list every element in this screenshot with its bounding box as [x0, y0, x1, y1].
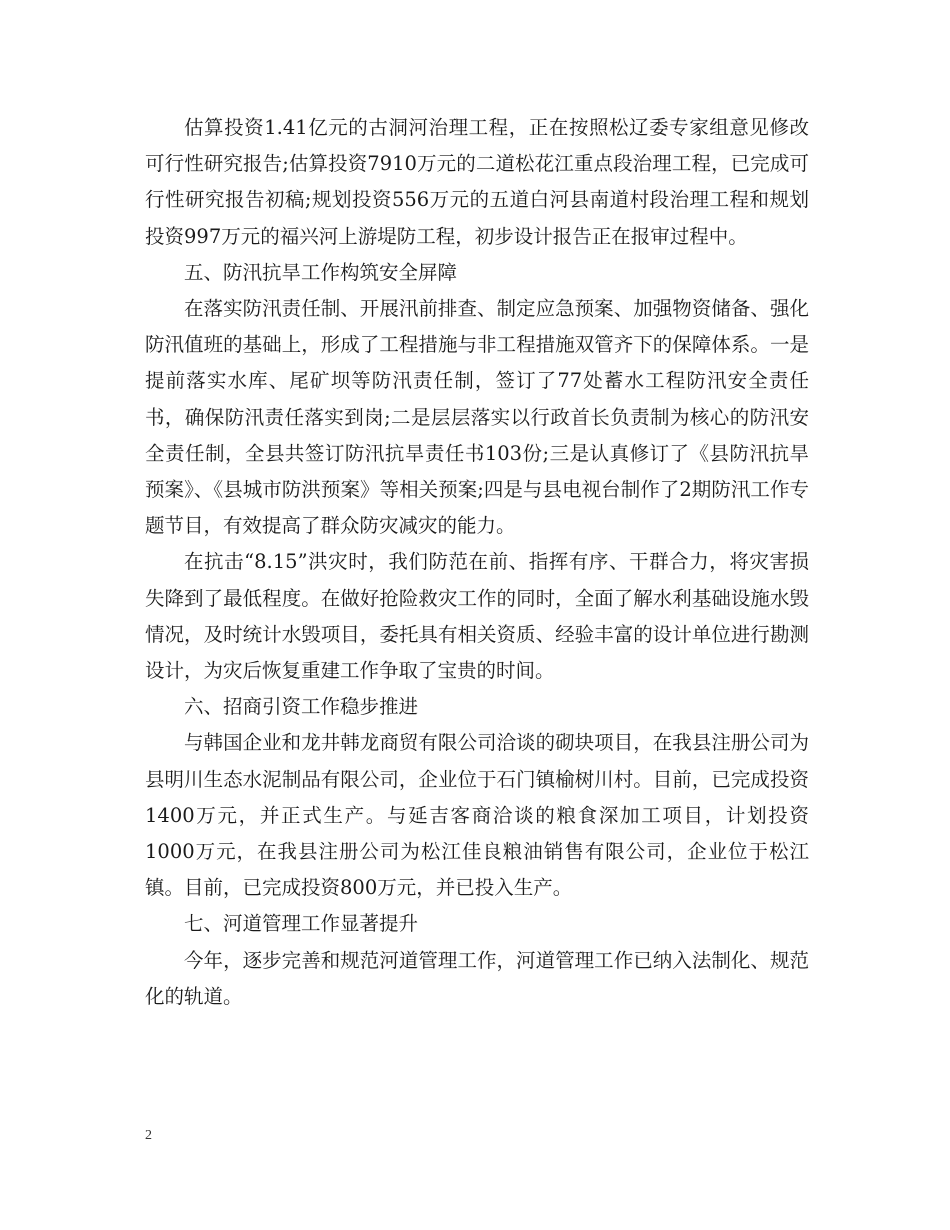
- paragraph-river-management: 今年，逐步完善和规范河道管理工作，河道管理工作已纳入法制化、规范化的轨道。: [145, 948, 809, 1008]
- page-number: 2: [145, 1128, 152, 1143]
- page-content: [145, 110, 809, 1015]
- section-heading-flood-control: 五、防汛抗旱工作构筑安全屏障: [184, 260, 458, 284]
- section-heading-river-management: 七、河道管理工作显著提升: [184, 912, 419, 936]
- paragraph-investment-projects: 估算投资1.41亿元的古洞河治理工程，正在按照松辽委专家组意见修改可行性研究报告;估算投资7910万元的二道松花江重点段治理工程，已完成可行性研究报告初稿;规划投资556万元的五道白河县南道村段治理工程和规划投资997万元的福兴河上游堤防工程，初步设计报告正在报审过程中。: [145, 116, 809, 248]
- section-heading-investment-attraction: 六、招商引资工作稳步推进: [184, 695, 419, 719]
- paragraph-flood-disaster-response: 在抗击“8.15”洪灾时，我们防范在前、指挥有序、干群合力，将灾害损失降到了最低程度。在做好抢险救灾工作的同时，全面了解水利基础设施水毁情况，及时统计水毁项目，委托具有相关资质、经验丰富的设计单位进行勘测设计，为灾后恢复重建工作争取了宝贵的时间。: [145, 550, 809, 683]
- paragraph-flood-responsibility: 在落实防汛责任制、开展汛前排查、制定应急预案、加强物资储备、强化防汛值班的基础上，形成了工程措施与非工程措施双管齐下的保障体系。一是提前落实水库、尾矿坝等防汛责任制，签订了77处蓄水工程防汛安全责任书，确保防汛责任落实到岗;二是层层落实以行政首长负责制为核心的防汛安全责任制，全县共签订防汛抗旱责任书103份;三是认真修订了《县防汛抗旱预案》、《县城市防洪预案》等相关预案;四是与县电视台制作了2期防汛工作专题节目，有效提高了群众防灾减灾的能力。: [145, 297, 809, 538]
- paragraph-investment-attraction: 与韩国企业和龙井韩龙商贸有限公司洽谈的砌块项目，在我县注册公司为县明川生态水泥制品有限公司，企业位于石门镇榆树川村。目前，已完成投资1400万元，并正式生产。与延吉客商洽谈的粮食深加工项目，计划投资1000万元，在我县注册公司为松江佳良粮油销售有限公司，企业位于松江镇。目前，已完成投资800万元，并已投入生产。: [145, 731, 809, 900]
